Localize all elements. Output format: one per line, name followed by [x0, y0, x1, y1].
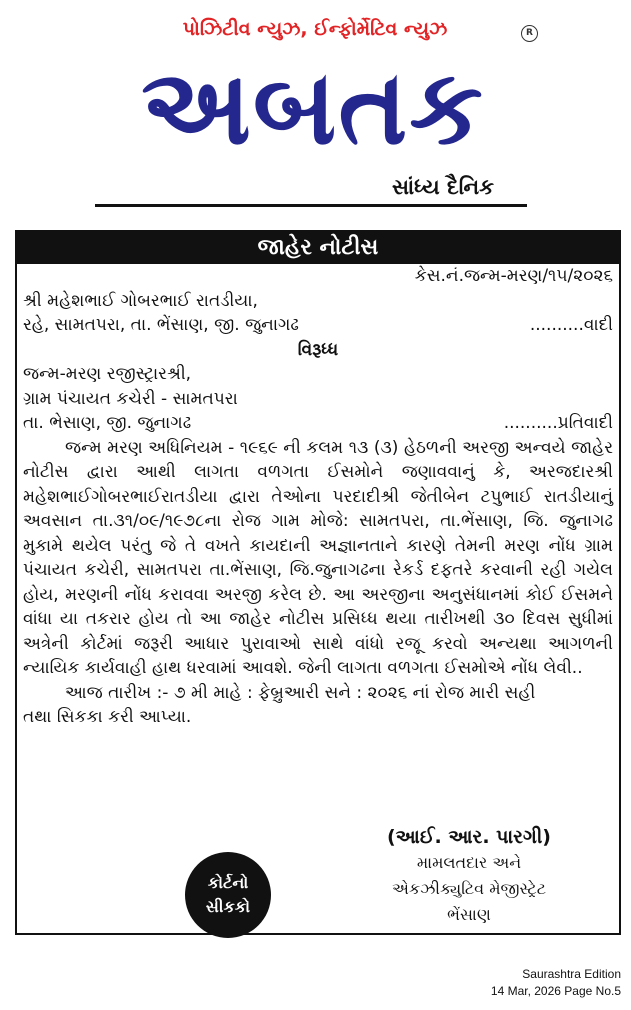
signatory-name: (આઈ. આર. પારગી) — [387, 826, 551, 848]
applicant-address-row — [23, 313, 613, 338]
logo-text: અબતક — [141, 46, 485, 168]
signature-block — [359, 824, 579, 928]
respondent-address: તા. ભેસાણ, જી. જુનાગઢ — [23, 413, 192, 433]
versus-heading: વિરૂધ્ધ — [297, 339, 339, 360]
seal-line-1: કોર્ટનો — [207, 873, 249, 892]
date-line: આજ તારીખ :- ૭ મી માહે : ફેબ્રુઆરી સને : ૨૦૨૬ નાં રોજ મારી સહી — [65, 682, 536, 703]
applicant-name: શ્રી મહેશભાઈ ગોબરભાઈ રાતડીયા, — [23, 290, 258, 311]
case-number: કેસ.નં.જન્મ-મરણ/૧૫/૨૦૨૬ — [414, 266, 613, 286]
applicant-address: રહે, સામતપરા, તા. ભેંસાણ, જી. જુનાગઢ — [23, 315, 299, 335]
edition-name: Saurashtra Edition — [522, 967, 621, 981]
date-line-cont: તથા સિકકા કરી આપ્યા. — [23, 707, 192, 727]
applicant-role: ..........વાદી — [529, 315, 613, 335]
notice-paragraph: જન્મ મરણ અધિનિયમ - ૧૯૬૯ ની કલમ ૧૩ (૩) હેઠળની અરજી અન્વયે જાહેર નોટીસ દ્વારા આથી લાગતા વળગતા ઈસમોને જણાવવાનું કે, અરજદારશ્રી મહેશભાઈગોબરભાઈરાતડીયા દ્વારા તેઓના પરદાદીશ્રી જેતીબેન ટપુભાઈ રાતડીયાનું અવસાન તા.૩૧/૦૯/૧૯૭૮ના રોજ ગામ મોજે: સામતપરા, તા.ભેંસાણ, જિ. જુનાગઢ મુકામે થયેલ પરંતુ જે તે વખતે કાયદાની અજ્ઞાનતાને કારણે તેમની મરણ નોંધ ગ્રામ પંચાયત કચેરી, સામતપરા તા.ભેંસાણ, જિ.જુનાગઢના રેકર્ડ દફતરે કરવાની રહી ગયેલ હોય, મરણની નોંધ કરાવવા અરજી કરેલ છે. આ અરજીના અનુસંધાનમાં કોઈ ઈસમને વાંધા યા તકરાર હોય તો આ જાહેર નોટીસ પ્રસિધ્ધ થયા તારીખથી ૩૦ દિવસ સુધીમાં અત્રેની કોર્ટમાં જરૂરી આધાર પુરાવાઓ સાથે વાંધો રજૂ કરવો અન્યથા આગળની ન્યાયિક કાર્યવાહી હાથ ધરવામાં આવશે. જેની લાગતા વળગતા ઈસમોએ નોંધ લેવી.. — [23, 437, 613, 678]
date-page: 14 Mar, 2026 Page No.5 — [490, 984, 621, 998]
newspaper-logo — [78, 44, 548, 170]
respondent-office: ગ્રામ પંચાયત કચેરી - સામતપરા — [23, 388, 238, 409]
public-notice — [15, 230, 621, 935]
respondent-title: જન્મ-મરણ રજીસ્ટ્રારશ્રી, — [23, 364, 192, 384]
registered-mark-icon: R — [521, 25, 538, 42]
seal-line-2: સીકકો — [205, 897, 251, 916]
masthead-rule — [95, 204, 527, 207]
court-seal — [185, 852, 271, 938]
signatory-place: ભેંસાણ — [447, 905, 491, 924]
respondent-role: ..........પ્રતિવાદી — [503, 413, 613, 433]
respondent-address-row — [23, 411, 613, 436]
signatory-title-1: મામલતદાર અને — [416, 853, 522, 872]
page-footer — [491, 966, 621, 1000]
masthead-tagline: પોઝિટીવ ન્યુઝ, ઈન્ફોર્મેટિવ ન્યુઝ — [182, 18, 448, 40]
notice-body — [17, 264, 619, 730]
notice-title: જાહેર નોટીસ — [17, 232, 619, 264]
edition-type: સાંધ્ય દૈનિક — [392, 175, 494, 199]
signatory-title-2: એકઝીક્યુટિવ મેજીસ્ટ્રેટ — [391, 879, 547, 898]
